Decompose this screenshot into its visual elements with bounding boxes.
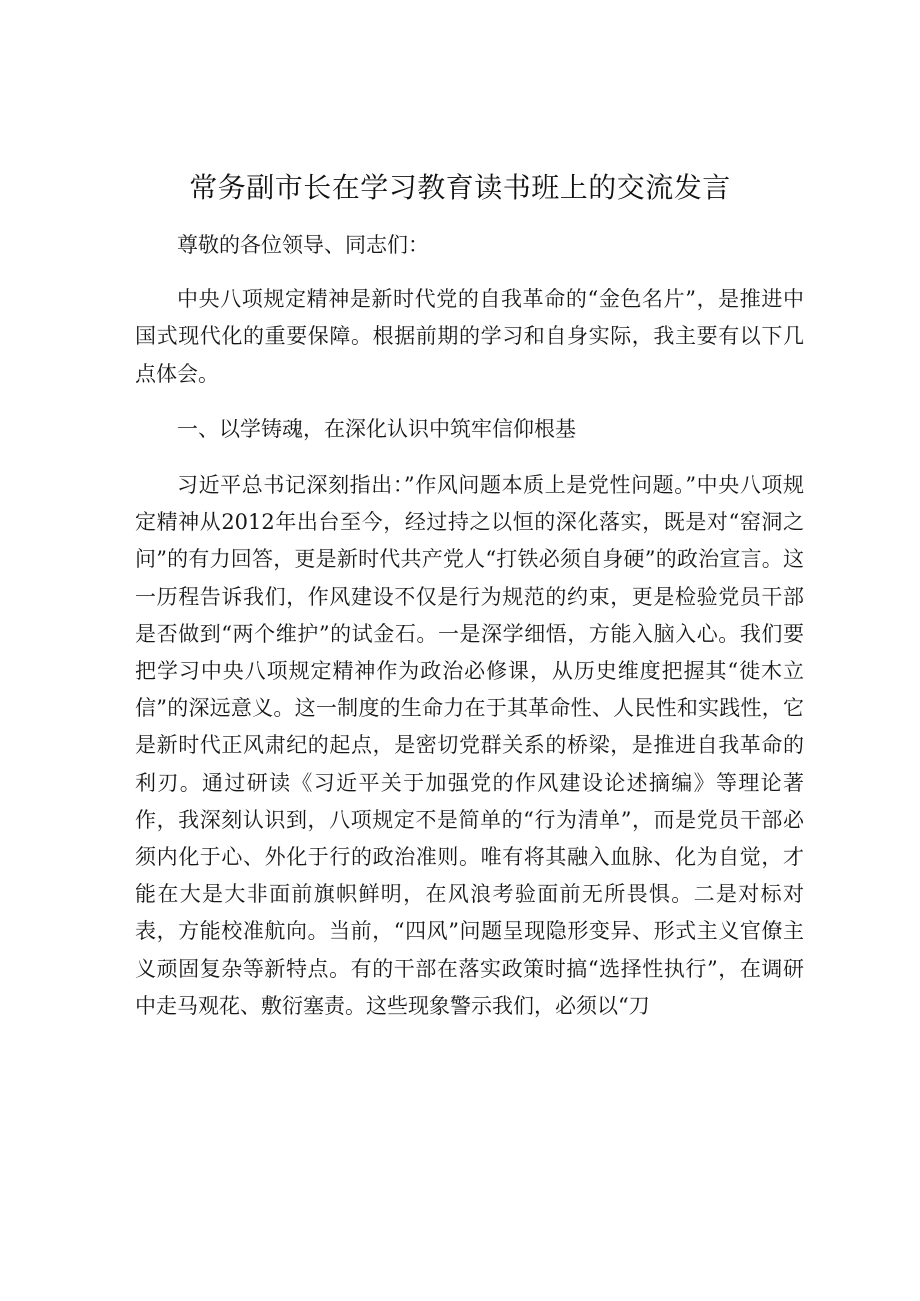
salutation-paragraph: 尊敬的各位领导、同志们： xyxy=(177,233,429,257)
document-title: 常务副市长在学习教育读书班上的交流发言 xyxy=(189,171,731,204)
section-heading: 一、以学铸魂，在深化认识中筑牢信仰根基 xyxy=(177,416,576,441)
document-body xyxy=(135,227,804,1025)
intro-paragraph: 中央八项规定精神是新时代党的自我革命的“金色名片”，是推进中国式现代化的重要保障。根据前期的学习和自身实际，我主要有以下几点体会。 xyxy=(135,287,804,386)
section-body-paragraph: 习近平总书记深刻指出：”作风问题本质上是党性问题。”中央八项规定精神从2012年出台至今，经过持之以恒的深化落实，既是对“窑洞之问”的有力回答，更是新时代共产党人“打铁必须自身硬”的政治宣言。这一历程告诉我们，作风建设不仅是行为规范的约束，更是检验党员干部是否做到“两个维护”的试金石。一是深学细悟，方能入脑入心。我们要把学习中央八项规定精神作为政治必修课，从历史维度把握其“徙木立信”的深远意义。这一制度的生命力在于其革命性、人民性和实践性，它是新时代正风肃纪的起点，是密切党群关系的桥梁，是推进自我革命的利刃。通过研读《习近平关于加强党的作风建设论述摘编》等理论著作，我深刻认识到，八项规定不是简单的“行为清单”，而是党员干部必须内化于心、外化于行的政治准则。唯有将其融入血脉、化为自觉，才能在大是大非面前旗帜鲜明，在风浪考验面前无所畏惧。二是对标对表，方能校准航向。当前，“四风”问题呈现隐形变异、形式主义官僚主义顽固复杂等新特点。有的干部在落实政策时搞“选择性执行”，在调研中走马观花、敷衍塞责。这些现象警示我们，必须以“刀 xyxy=(135,473,804,1018)
